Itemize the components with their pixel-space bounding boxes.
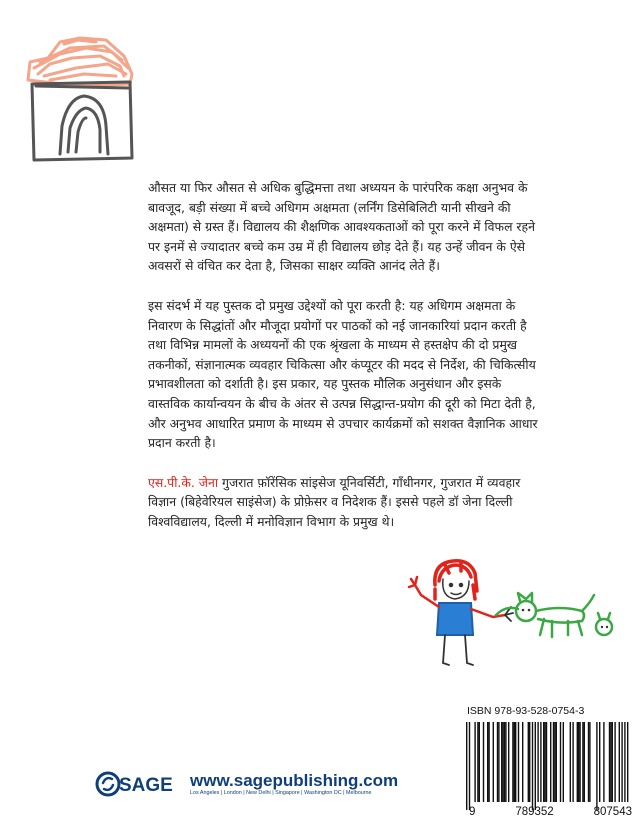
barcode-bar [612,722,613,802]
description-paragraph-2: इस संदर्भ में यह पुस्तक दो प्रमुख उद्देश्यों को पूरा करती है: यह अधिगम अक्षमता के निवारण के सिद्धांतों और मौजूदा प्रयोगों पर पाठकों को नई जानकारियां प्रदान करती है तथा विभिन्न मामलों के अध्ययनों की एक श्रृंखला के माध्यम से हस्तक्षेप की दो प्रमुख तकनीकों, संज्ञानात्मक व्यवहार चिकित्सा और कंप्यूटर की मदद से निर्देश, की चिकित्सीय प्रभावशीलता को दर्शाती है। इस प्रकार, यह पुस्तक मौलिक अनुसंधान और इसके वास्तविक कार्यान्वयन के बीच के अंतर से उत्पन्न सिद्धान्त-प्रयोग की दूरी को मिटा देती है, और अनुभव आधारित प्रमाण के माध्यम से उपचार कार्यक्रमों को सशक्त वैज्ञानिक आधार प्रदान करती है। [148,297,538,451]
barcode-bar [546,722,547,802]
barcode-bar [493,722,494,802]
barcode-bar [621,722,622,802]
barcode-bar [515,722,516,802]
publisher-url[interactable]: www.sagepublishing.com [190,771,399,790]
barcode-bar [610,722,611,802]
barcode-digit-first: 9 [469,806,476,818]
barcode-bar [556,722,557,802]
barcode-bar [578,722,579,802]
author-name: एस.पी.के. जेना [148,474,219,490]
barcode-bar [609,722,610,802]
author-bio-text: गुजरात फ़ॉरेंसिक सांइसेज यूनिवर्सिटी, गाँधीनगर, गुजरात में व्यवहार विज्ञान (बिहेवेरियल साइंसेज) के प्रोफ़ेसर व निदेशक हैं। इससे पहले डॉ जेना दिल्ली विश्वविद्यालय, दिल्ली में मनोविज्ञान विभाग के प्रमुख थे। [148,474,521,529]
barcode-bar [483,722,484,802]
barcode-bar [501,722,502,802]
sage-wordmark: SAGE [119,775,173,796]
barcode-bar [540,722,541,802]
barcode-bar [554,722,555,802]
barcode-bar [504,722,505,802]
barcode-bar [570,722,571,802]
barcode-bar [477,722,478,802]
barcode-bar [577,722,578,802]
barcode-bar [537,722,538,802]
back-cover-text [148,178,541,552]
barcode-digits-left: 789352 [515,806,554,818]
barcode-digits [469,806,632,818]
barcode-bar [627,722,628,802]
barcode-bar [579,722,580,802]
sage-logo [92,770,192,798]
barcode-bar [624,722,625,802]
barcode-bar [502,722,503,802]
barcode-bar [603,722,604,802]
barcode-bar [584,722,585,802]
barcode-bar [582,722,583,802]
cat-drawing [490,585,620,645]
barcode-bar [522,722,523,802]
barcode-bar [512,722,513,802]
isbn-barcode [460,722,632,817]
isbn-number: ISBN 978-93-528-0754-3 [467,705,585,717]
kid-face [443,579,469,599]
kid-shirt [437,603,473,635]
barcode-bar [488,722,489,802]
barcode-bar [535,722,536,810]
barcode-bar [479,722,480,802]
barcode-bar [497,722,498,802]
barcode-bar [508,722,509,802]
barcode-bar [599,722,600,802]
barcode-bar [589,722,590,802]
barcode-bar [518,722,519,802]
barcode-bar [469,722,470,810]
barcode-bar [528,722,529,802]
barcode-bar [572,722,573,802]
house-roof [28,38,132,86]
barcode-bar [596,722,597,810]
barcode-bar [553,722,554,802]
barcode-bar [474,722,475,802]
barcode-bar [550,722,551,802]
kid-hair [435,561,477,599]
barcode-bar [619,722,620,802]
barcode-bar [487,722,488,802]
barcode-bar [532,722,533,810]
barcode-bar [529,722,530,802]
house-walls [32,82,132,160]
barcode-bar [560,722,561,802]
house-drawing [20,18,150,168]
barcode-bar [543,722,544,802]
barcode-bar [588,722,589,802]
barcode-bar [466,722,467,810]
author-bio [148,473,541,532]
barcode-bar [514,722,515,802]
publisher-cities: Los Angeles | London | New Delhi | Singapore | Washington DC | Melbourne [190,790,372,796]
description-paragraph-1: औसत या फिर औसत से अधिक बुद्धिमत्ता तथा अध्ययन के पारंपरिक कक्षा अनुभव के बावजूद, बड़ी संख्या में बच्चे अधिगम अक्षमता (लर्निंग डिसेबिलिटी यानी सीखने की अक्षमता) से ग्रस्त हैं। विद्यालय की शैक्षणिक आवश्यकताओं को पूरा करने में विफल रहने पर इनमें से ज्यादातर बच्चे कम उम्र में ही विद्यालय छोड़ देते हैं। यह उन्हें जीवन के ऐसे अवसरों से वंचित कर देता है, जिसका साक्षर व्यक्ति आनंद लेते हैं। [148,180,535,274]
barcode-bar [563,722,564,802]
barcode-bar [498,722,499,802]
barcode-bar [614,722,615,802]
barcode-bar [505,722,506,802]
barcode-digits-right: 807543 [593,806,632,818]
barcode-bar [544,722,545,802]
